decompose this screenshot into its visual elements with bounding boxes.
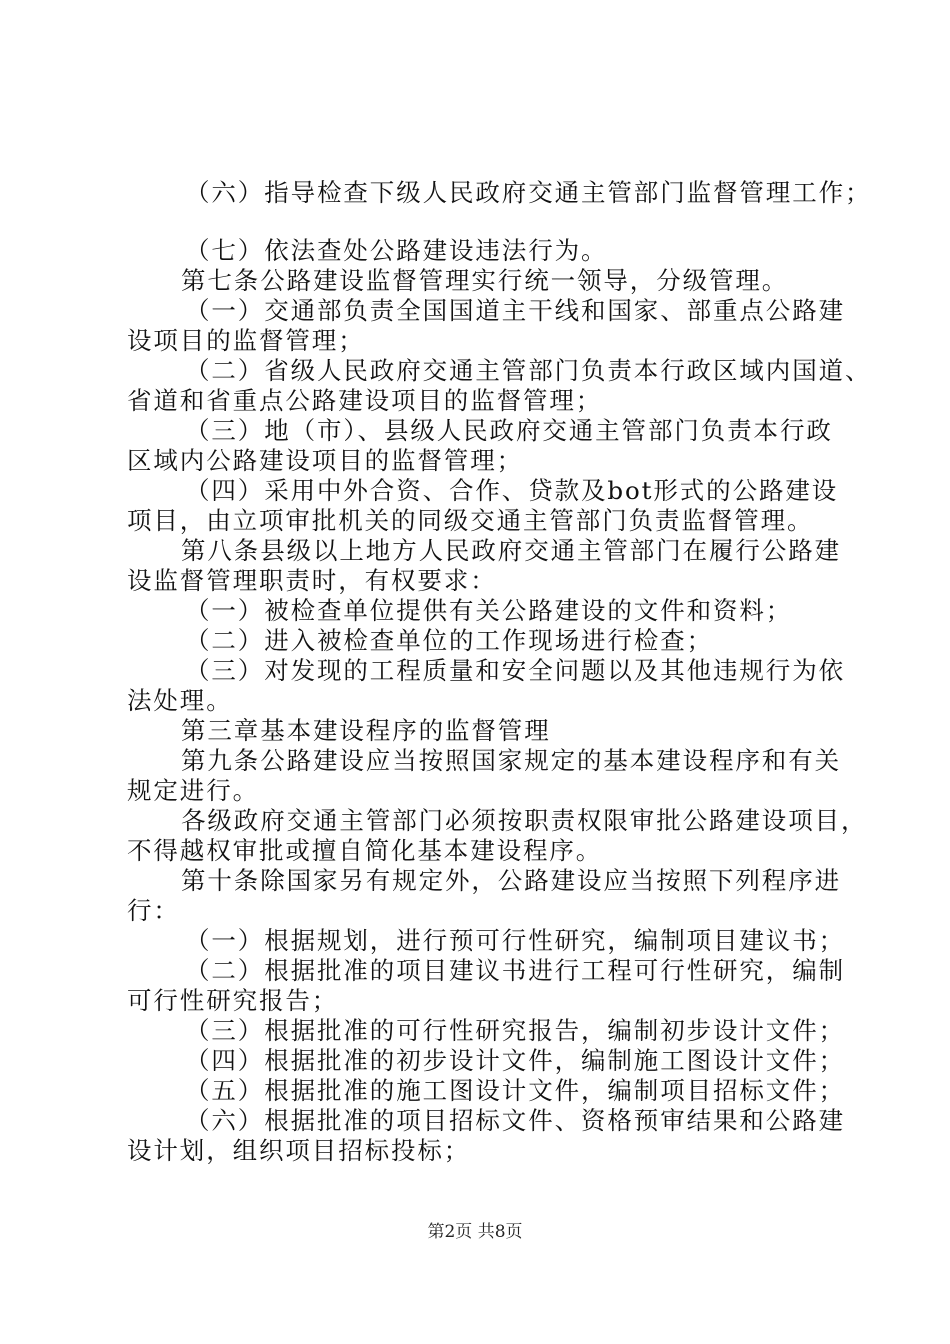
text-line: 行： [127, 896, 180, 925]
text-line: （六）指导检查下级人民政府交通主管部门监督管理工作； [185, 178, 872, 207]
text-line: 省道和省重点公路建设项目的监督管理； [127, 386, 603, 415]
text-line: 各级政府交通主管部门必须按职责权限审批公路建设项目， [181, 806, 868, 835]
text-line: 区域内公路建设项目的监督管理； [127, 446, 523, 475]
text-line: （一）被检查单位提供有关公路建设的文件和资料； [185, 596, 793, 625]
document-body [127, 178, 872, 1166]
text-line: （三）地（市）、县级人民政府交通主管部门负责本行政 [185, 416, 833, 445]
text-line: （七）依法查处公路建设违法行为。 [185, 236, 608, 265]
text-line: 第八条县级以上地方人民政府交通主管部门在履行公路建 [181, 536, 841, 565]
text-line: 可行性研究报告； [127, 986, 339, 1015]
text-line: （五）根据批准的施工图设计文件，编制项目招标文件； [185, 1076, 845, 1105]
text-line: 法处理。 [127, 686, 233, 715]
text-line: （二）省级人民政府交通主管部门负责本行政区域内国道、 [185, 356, 872, 385]
text-line: 第九条公路建设应当按照国家规定的基本建设程序和有关 [181, 746, 841, 775]
text-line: （四）根据批准的初步设计文件，编制施工图设计文件； [185, 1046, 845, 1075]
text-line: （一）根据规划，进行预可行性研究，编制项目建议书； [185, 926, 845, 955]
text-line: 第十条除国家另有规定外，公路建设应当按照下列程序进 [181, 866, 841, 895]
text-line: 不得越权审批或擅自简化基本建设程序。 [127, 836, 603, 865]
text-line: 设监督管理职责时，有权要求： [127, 566, 497, 595]
text-line: （三）对发现的工程质量和安全问题以及其他违规行为依 [185, 656, 845, 685]
text-line: 设计划，组织项目招标投标； [127, 1136, 471, 1165]
page-number-label: 第2页 共8页 [427, 1222, 523, 1242]
text-line: （二）进入被检查单位的工作现场进行检查； [185, 626, 713, 655]
text-line: （一）交通部负责全国国道主干线和国家、部重点公路建 [185, 296, 845, 325]
section-heading: 第三章基本建设程序的监督管理 [181, 716, 551, 745]
text-line: （二）根据批准的项目建议书进行工程可行性研究，编制 [185, 956, 845, 985]
page-footer [0, 1217, 950, 1242]
text-line: 设项目的监督管理； [127, 326, 365, 355]
text-line: 规定进行。 [127, 776, 259, 805]
text-line: （六）根据批准的项目招标文件、资格预审结果和公路建 [185, 1106, 845, 1135]
text-line: （四）采用中外合资、合作、贷款及bot形式的公路建设 [185, 476, 839, 505]
text-line: 第七条公路建设监督管理实行统一领导，分级管理。 [181, 266, 789, 295]
text-line: （三）根据批准的可行性研究报告，编制初步设计文件； [185, 1016, 845, 1045]
text-line: 项目，由立项审批机关的同级交通主管部门负责监督管理。 [127, 506, 814, 535]
